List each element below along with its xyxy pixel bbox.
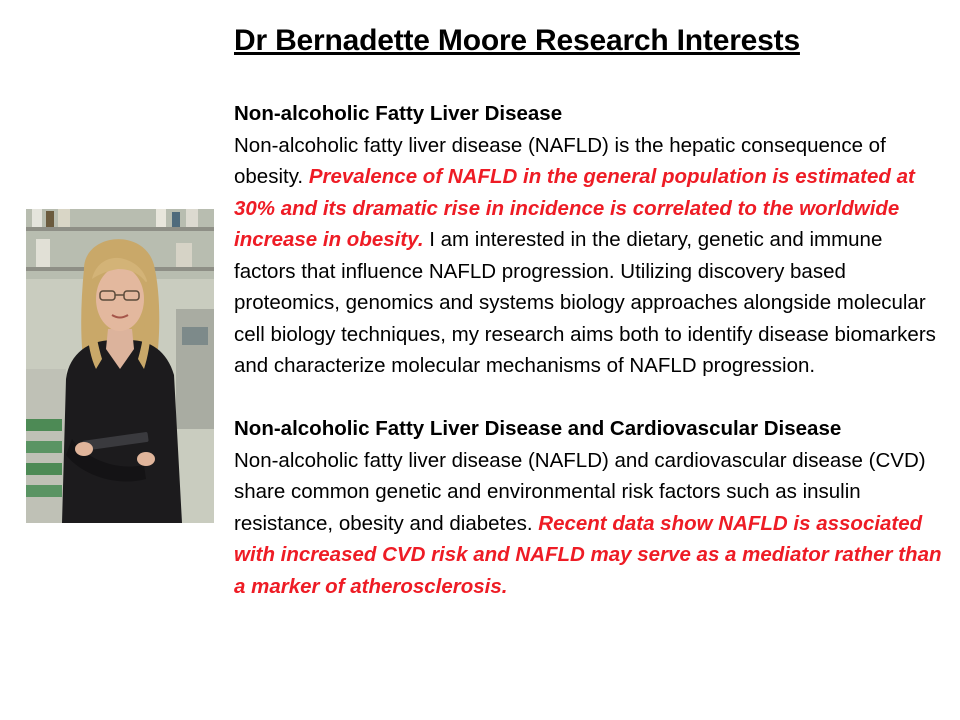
section-heading: Non-alcoholic Fatty Liver Disease [234,102,563,125]
section-heading: Non-alcoholic Fatty Liver Disease and Cardiovascular Disease [234,417,842,440]
content [234,98,946,602]
body-text-start: Non-alcoholic fatty liver disease (NAFLD) and cardiovascular disease (CVD) share common genetic and environmental risk factors such as insulin resistance, obesity and diabetes. [234,448,926,535]
body-text-end: I am interested in the dietary, genetic and immune factors that influence NAFLD progression. Utilizing discovery based proteomics, genomics and systems biology approaches alongside molecular cell biology techniques, my research aims both to identify disease biomarkers and characterize molecular mechanisms of NAFLD progression. [234,228,936,377]
highlighted-text: Prevalence of NAFLD in the general population is estimated at 30% and its dramatic rise in incidence is correlated to the worldwide increase in obesity. [234,165,915,251]
portrait-photo [26,209,214,523]
body-text-start: Non-alcoholic fatty liver disease (NAFLD) is the hepatic consequence of obesity. [234,133,886,188]
section-nafld-cvd [234,413,946,602]
section-body [234,130,946,382]
highlighted-text: Recent data show NAFLD is associated with increased CVD risk and NAFLD may serve as a mediator rather than a marker of atherosclerosis. [234,511,942,598]
section-body [234,445,946,603]
page-title: Dr Bernadette Moore Research Interests [234,24,800,57]
section-nafld [234,98,946,382]
